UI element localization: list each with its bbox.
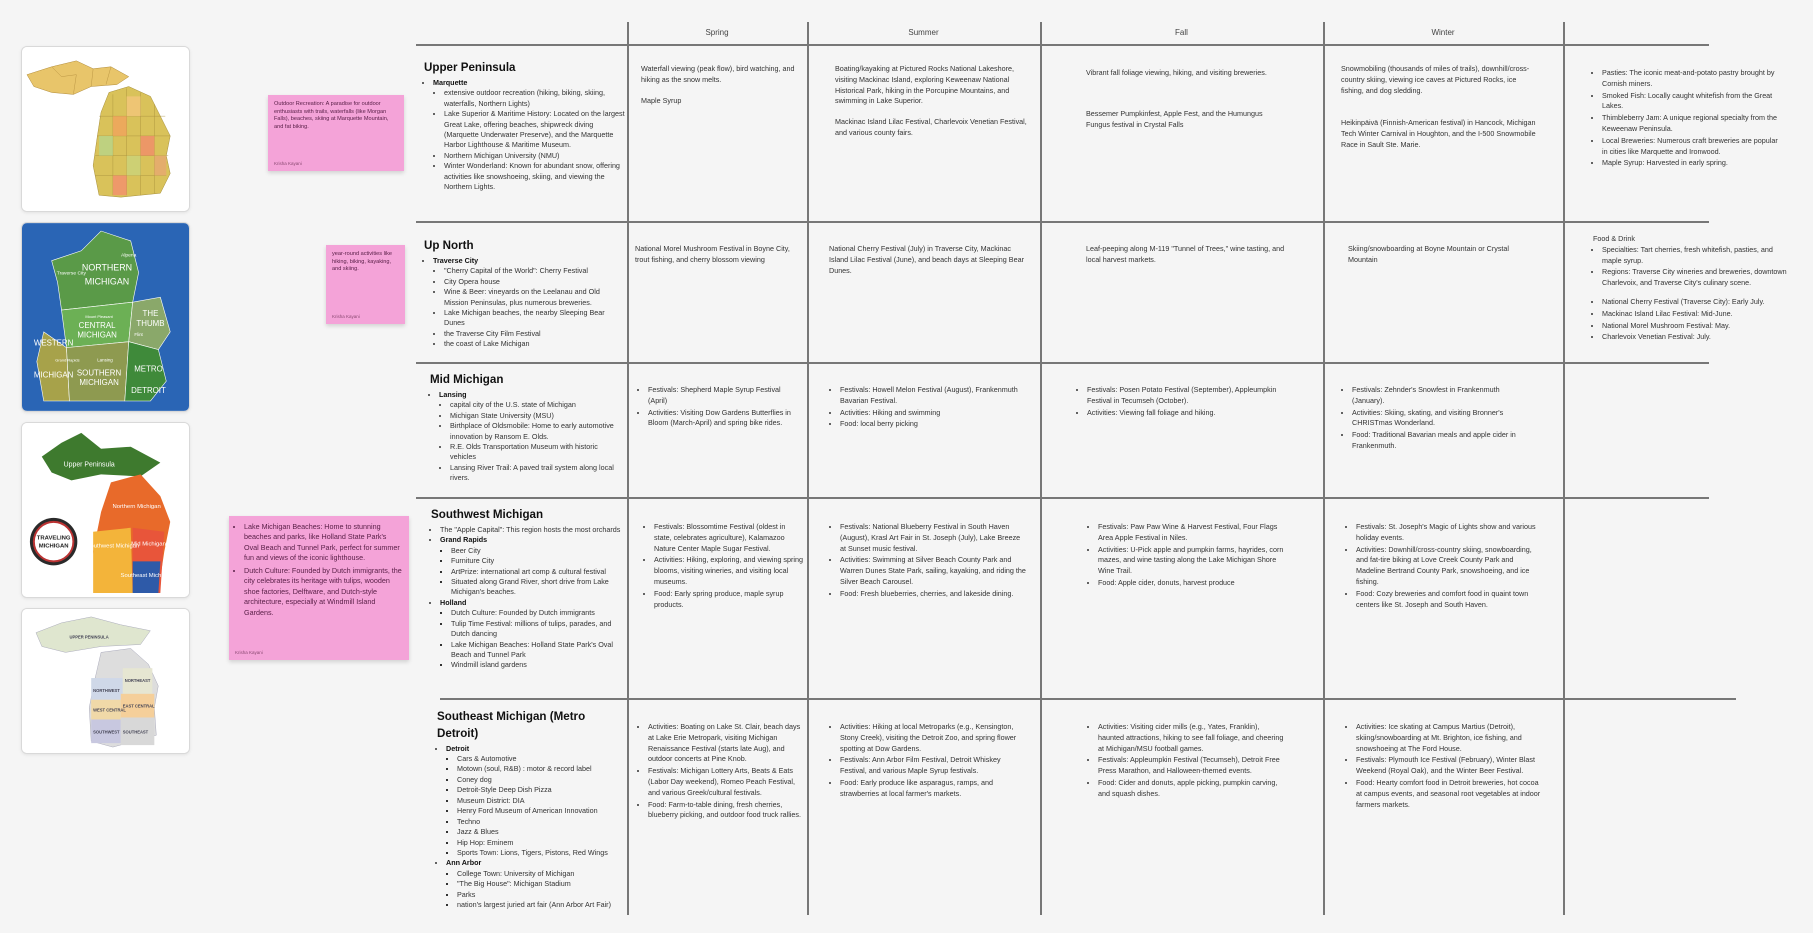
city-name: Lansing — [439, 389, 467, 399]
cell-upnorth-food: Food & Drink • Specialties: Tart cherries, fresh whitefish, pasties, and maple syrup. • Regions: Traverse City wineries and breweries, downtown Charlevoix, and Traverse City's culinary scene. • National Cherry Festival (Traverse City): Early July. • Mackinac Island Lilac Festival: Mid-June. • National Morel Mushroom Festival: May. • Charlevoix Venetian Festival: July. — [1593, 234, 1793, 344]
list-item: • Northern Michigan University (NMU) — [444, 151, 629, 161]
svg-text:UPPER PENINSULA: UPPER PENINSULA — [69, 634, 109, 640]
svg-text:THE: THE — [142, 309, 159, 319]
city-name: Ann Arbor — [446, 858, 482, 868]
cell-up-summer: Boating/kayaking at Pictured Rocks National Lakeshore, visiting Mackinac Island, exploring Keweenaw National Historical Park, hiking in the Porcupine Mountains, and swimming in Lake Superior. Mackinac Island Lilac Festival, Charlevoix Venetian Festival, and various county fairs. — [835, 64, 1027, 137]
svg-text:THUMB: THUMB — [136, 318, 165, 328]
list-item: ▪ Techno — [457, 817, 627, 827]
michigan-region-map — [22, 223, 189, 411]
region-title: Up North — [424, 239, 474, 252]
svg-text:Mid Michigan: Mid Michigan — [131, 541, 166, 548]
region-title: Southeast Michigan (Metro Detroit) — [437, 710, 586, 740]
cell-up-spring: Waterfall viewing (peak flow), bird watching, and hiking as the snow melts. Maple Syrup — [641, 64, 795, 105]
cell-up-food: • Pasties: The iconic meat-and-potato pastry brought by Cornish miners. • Smoked Fish: Locally caught whitefish from the Great Lakes. • Thimbleberry Jam: A unique regional specialty from the Keweenaw Peninsula. • Local Breweries: Numerous craft breweries are popular in cities like Marquette and Ironwood. • Maple Syrup: Harvested in early spring. — [1593, 68, 1785, 170]
city-name: Marquette — [433, 77, 468, 87]
svg-text:MICHIGAN: MICHIGAN — [79, 378, 119, 388]
cell-mid-spring: • Festivals: Shepherd Maple Syrup Festival (April) • Activities: Visiting Dow Gardens Butterflies in Bloom (March-April) and spring bike rides. — [639, 385, 801, 430]
region-title: Upper Peninsula — [424, 61, 516, 74]
sticky-note-southwest[interactable] — [229, 516, 409, 660]
list-item: ▪ Parks — [457, 890, 627, 900]
svg-text:Upper Peninsula: Upper Peninsula — [63, 461, 115, 469]
list-item: • Lake Michigan beaches, the nearby Sleeping Bear Dunes — [444, 308, 624, 329]
list-item: ▪ Furniture City — [451, 556, 626, 566]
list-item: • R.E. Olds Transportation Museum with historic vehicles — [450, 442, 625, 463]
region-title: Southwest Michigan — [431, 508, 544, 521]
svg-text:Mount Pleasant: Mount Pleasant — [85, 313, 113, 319]
cell-mid-fall: • Festivals: Posen Potato Festival (September), Appleumpkin Festival in Tecumseh (October). • Activities: Viewing fall foliage and hiking. — [1078, 385, 1278, 419]
map-card-regions[interactable] — [21, 222, 190, 412]
list-item: ▪ Detroit-Style Deep Dish Pizza — [457, 785, 627, 795]
map-card-regional[interactable] — [21, 608, 190, 754]
grid-line — [416, 44, 1709, 46]
cell-mid-winter: • Festivals: Zehnder's Snowfest in Frankenmuth (January). • Activities: Skiing, skating, and visiting Bronner's CHRISTmas Wonderland. • Food: Traditional Bavarian meals and apple cider in Frankenmuth. — [1343, 385, 1533, 453]
svg-text:Northern Michigan: Northern Michigan — [112, 504, 161, 511]
list-item: ▪ Tulip Time Festival: millions of tulips, parades, and Dutch dancing — [451, 619, 626, 640]
sticky-note-up-north[interactable] — [326, 245, 405, 324]
region-southeast-michigan — [437, 709, 627, 911]
cell-upnorth-winter: Skiing/snowboarding at Boyne Mountain or Crystal Mountain — [1348, 244, 1510, 264]
list-item: ▪ Henry Ford Museum of American Innovation — [457, 806, 627, 816]
sticky-text: year-round activities like hiking, biking, kayaking, and skiing. — [332, 251, 393, 273]
column-header-summer: Summer — [908, 28, 939, 37]
svg-text:SOUTHEAST: SOUTHEAST — [122, 729, 149, 735]
list-item: • "Cherry Capital of the World": Cherry Festival — [444, 266, 624, 276]
svg-text:CENTRAL: CENTRAL — [78, 320, 116, 330]
cell-sw-winter: • Festivals: St. Joseph's Magic of Lights show and various holiday events. • Activities: Downhill/cross-country skiing, snowboarding, and fat-tire biking at Love Creek County Park and Madeline Bertrand County Park, snowshoeing, and ice fishing. • Food: Cozy breweries and comfort food in quaint town centers like St. Joseph and South Haven. — [1347, 522, 1542, 611]
column-header-fall: Fall — [1175, 28, 1188, 37]
list-item: • City Opera house — [444, 277, 624, 287]
sticky-item: • Lake Michigan Beaches: Home to stunning beaches and parks, like Holland State Park's Oval Beach and Tunnel Park, perfect for summer fun and views of the iconic lighthouse. — [244, 522, 403, 564]
list-item: ▪ Museum District: DIA — [457, 796, 627, 806]
list-item: • Michigan State University (MSU) — [450, 411, 625, 421]
michigan-regional-map — [22, 609, 189, 753]
map-card-counties[interactable] — [21, 46, 190, 212]
region-mid-michigan — [430, 372, 625, 484]
list-item: ▪ ArtPrize: international art comp & cultural festival — [451, 567, 626, 577]
city-name: Detroit — [446, 743, 470, 753]
list-item: ▪ Situated along Grand River, short drive from Lake Michigan's beaches. — [451, 577, 626, 598]
cell-se-summer: • Activities: Hiking at local Metroparks (e.g., Kensington, Stony Creek), visiting the Detroit Zoo, and spring flower spotting at Dow Gardens. • Festivals: Ann Arbor Film Festival, Detroit Whiskey Festival, and various Maple Syrup festivals. • Food: Early produce like asparagus, ramps, and strawberries at local farmer's markets. — [831, 722, 1026, 801]
grid-line — [807, 22, 809, 915]
grid-line — [1563, 22, 1565, 915]
badge-text-2: MICHIGAN — [38, 543, 69, 550]
region-southwest-michigan — [431, 507, 626, 671]
cell-upnorth-spring: National Morel Mushroom Festival in Boyne City, trout fishing, and cherry blossom viewing — [635, 244, 790, 264]
city-name: Traverse City — [433, 255, 479, 265]
cell-se-fall: • Activities: Visiting cider mills (e.g., Yates, Franklin), haunted attractions, hiking to see fall foliage, and cheering at Michigan/MSU football games. • Festivals: Appleumpkin Festival (Tecumseh), Detroit Free Press Marathon, and Halloween-themed events. • Food: Cider and donuts, apple picking, pumpkin carving, and squash dishes. — [1089, 722, 1285, 801]
region-up-north — [424, 238, 624, 350]
svg-text:Traverse City: Traverse City — [56, 271, 86, 277]
sticky-author: Krisha Kayani — [235, 650, 263, 655]
cell-up-winter: Snowmobiling (thousands of miles of trails), downhill/cross-country skiing, viewing ice caves at Pictured Rocks, ice fishing, and dog sledding. Heikinpäivä (Finnish-American festival) in Hancock, Michigan Tech Winter Carnival in Houghton, and the I-500 Snowmobile Race in Sault Ste. Marie. — [1341, 64, 1536, 149]
column-header-winter: Winter — [1431, 28, 1455, 37]
list-item: • capital city of the U.S. state of Michigan — [450, 400, 625, 410]
list-item: • The "Apple Capital": This region hosts the most orchards — [440, 525, 626, 535]
svg-text:DETROIT: DETROIT — [131, 386, 166, 396]
list-item: • Winter Wonderland: Known for abundant snow, offering activities like snowshoeing, skiing, and viewing the Northern Lights. — [444, 161, 629, 192]
sticky-author: Krisha Kayani — [332, 314, 360, 319]
sticky-item: • Dutch Culture: Founded by Dutch immigrants, the city celebrates its heritage with tulips, wooden shoe factories, Delftware, and Dutch-style architecture, especially at Windmill Island Gardens. — [244, 566, 403, 618]
svg-text:MICHIGAN: MICHIGAN — [33, 370, 74, 380]
svg-text:Flint: Flint — [134, 331, 143, 337]
grid-line — [1040, 22, 1042, 915]
list-item: • Wine & Beer: vineyards on the Leelanau and Old Mission Peninsulas, plus numerous breweries. — [444, 287, 624, 308]
list-item: ▪ Motown (soul, R&B) : motor & record label — [457, 764, 627, 774]
list-item: • Birthplace of Oldsmobile: Home to early automotive innovation by Ransom E. Olds. — [450, 421, 625, 442]
list-item: • Lake Superior & Maritime History: Located on the largest Great Lake, offering beaches, shipwreck diving (Marquette Underwater Preserve), and the Marquette Harbor Lighthouse & Maritime Museum. — [444, 109, 629, 151]
svg-text:NORTHEAST: NORTHEAST — [124, 677, 151, 683]
grid-line — [1323, 22, 1325, 915]
svg-text:SOUTHWEST: SOUTHWEST — [93, 729, 120, 735]
sticky-author: Krisha Kayani — [274, 161, 302, 166]
grid-line — [416, 362, 1709, 364]
svg-text:SOUTHERN: SOUTHERN — [76, 368, 122, 378]
cell-upnorth-fall: Leaf-peeping along M-119 "Tunnel of Trees," wine tasting, and local harvest markets. — [1086, 244, 1285, 264]
cell-upnorth-summer: National Cherry Festival (July) in Traverse City, Mackinac Island Lilac Festival (June), and beach days at Sleeping Bear Dunes. — [829, 244, 1024, 275]
grid-line — [416, 497, 1709, 499]
michigan-travel-map — [22, 423, 189, 597]
cell-se-spring: • Activities: Boating on Lake St. Clair, beach days at Lake Erie Metropark, visiting Michigan Renaissance Festival (starts late Aug), and outdoor concerts at Pine Knob. • Festivals: Michigan Lottery Arts, Beats & Eats (Labor Day weekend), Romeo Peach Festival, and various Greek/cultural festivals. • Food: Farm-to-table dining, fresh cherries, blueberry picking, and outdoor food truck rallies. — [639, 722, 804, 822]
svg-text:Lansing: Lansing — [97, 357, 113, 363]
food-title: Food & Drink — [1593, 234, 1635, 243]
svg-text:Southeast Michigan: Southeast Michigan — [120, 573, 173, 580]
map-label-northern: NORTHERN — [81, 262, 133, 273]
grid-line — [440, 698, 1736, 700]
list-item: • the Traverse City Film Festival — [444, 329, 624, 339]
list-item: ▪ nation's largest juried art fair (Ann Arbor Art Fair) — [457, 900, 627, 910]
region-title: Mid Michigan — [430, 373, 504, 386]
svg-text:Southwest Michigan: Southwest Michigan — [86, 543, 140, 550]
cell-up-fall: Vibrant fall foliage viewing, hiking, and visiting breweries. Bessemer Pumpkinfest, Apple Fest, and the Humungus Fungus festival in Crystal Falls — [1086, 68, 1267, 129]
badge-text-1: TRAVELING — [36, 535, 71, 542]
cell-sw-fall: • Festivals: Paw Paw Wine & Harvest Festival, Four Flags Area Apple Festival in Niles. • Activities: U-Pick apple and pumpkin farms, hayrides, corn mazes, and wine tasting along the Lake Michigan Shore Wine Trail. • Food: Apple cider, donuts, harvest produce — [1089, 522, 1285, 590]
svg-text:Grand Rapids: Grand Rapids — [55, 357, 80, 363]
list-item: ▪ Jazz & Blues — [457, 827, 627, 837]
list-item: • Lansing River Trail: A paved trail system along local rivers. — [450, 463, 625, 484]
map-card-travel[interactable] — [21, 422, 190, 598]
svg-text:MICHIGAN: MICHIGAN — [77, 330, 117, 340]
region-upper-peninsula — [424, 60, 629, 193]
list-item: ▪ "The Big House": Michigan Stadium — [457, 879, 627, 889]
list-item: ▪ College Town: University of Michigan — [457, 869, 627, 879]
list-item: ▪ Sports Town: Lions, Tigers, Pistons, Red Wings — [457, 848, 627, 858]
svg-text:WEST CENTRAL: WEST CENTRAL — [93, 707, 126, 713]
cell-sw-summer: • Festivals: National Blueberry Festival in South Haven (August), Krasl Art Fair in St. Joseph (July), Lake Breeze at Sunset music festival. • Activities: Swimming at Silver Beach County Park and Warren Dunes State Park, sailing, kayaking, and riding the Silver Beach Carousel. • Food: Fresh blueberries, cherries, and lakeside dining. — [831, 522, 1026, 601]
grid-line — [416, 221, 1709, 223]
list-item: ▪ Dutch Culture: Founded by Dutch immigrants — [451, 608, 626, 618]
svg-text:EAST CENTRAL: EAST CENTRAL — [122, 703, 155, 709]
cell-mid-summer: • Festivals: Howell Melon Festival (August), Frankenmuth Bavarian Festival. • Activities: Hiking and swimming • Food: local berry picking — [831, 385, 1031, 431]
list-item: ▪ Windmill island gardens — [451, 660, 626, 670]
list-item: ▪ Cars & Automotive — [457, 754, 627, 764]
city-name: Holland — [440, 597, 467, 607]
michigan-county-map — [22, 47, 189, 211]
svg-text:NORTHWEST: NORTHWEST — [93, 687, 120, 693]
sticky-text: Outdoor Recreation: A paradise for outdoor enthusiasts with trails, waterfalls (like Morgan Falls), beaches, skiing at Marquette Mountain, and fat biking. — [274, 101, 389, 130]
list-item: • the coast of Lake Michigan — [444, 339, 624, 349]
list-item: ▪ Coney dog — [457, 775, 627, 785]
svg-text:Alpena: Alpena — [121, 253, 137, 259]
sticky-note-upper-peninsula[interactable] — [268, 95, 404, 171]
cell-se-winter: • Activities: Ice skating at Campus Martius (Detroit), skiing/snowboarding at Mt. Brighton, ice fishing, and snowshoeing at The Ford House. • Festivals: Plymouth Ice Festival (February), Winter Blast Weekend (Royal Oak), and the Winter Beer Festival. • Food: Hearty comfort food in Detroit breweries, hot cocoa at campus events, and seasonal root vegetables at indoor farmers markets. — [1347, 722, 1542, 811]
cell-sw-spring: • Festivals: Blossomtime Festival (oldest in state, celebrates agriculture), Kalamazoo Nature Center Maple Sugar Festival. • Activities: Hiking, exploring, and viewing spring blooms, visiting wineries, and visiting local museums. • Food: Early spring produce, maple syrup products. — [645, 522, 803, 611]
city-name: Grand Rapids — [440, 535, 488, 545]
list-item: ▪ Hip Hop: Eminem — [457, 838, 627, 848]
svg-text:METRO: METRO — [134, 364, 163, 374]
list-item: ▪ Beer City — [451, 546, 626, 556]
list-item: • extensive outdoor recreation (hiking, biking, skiing, waterfalls, Northern Lights) — [444, 88, 629, 109]
map-label-northern-michigan: MICHIGAN — [84, 276, 130, 287]
column-header-spring: Spring — [705, 28, 729, 37]
svg-text:WESTERN: WESTERN — [33, 338, 74, 348]
list-item: ▪ Lake Michigan Beaches: Holland State Park's Oval Beach and Tunnel Park — [451, 640, 626, 661]
